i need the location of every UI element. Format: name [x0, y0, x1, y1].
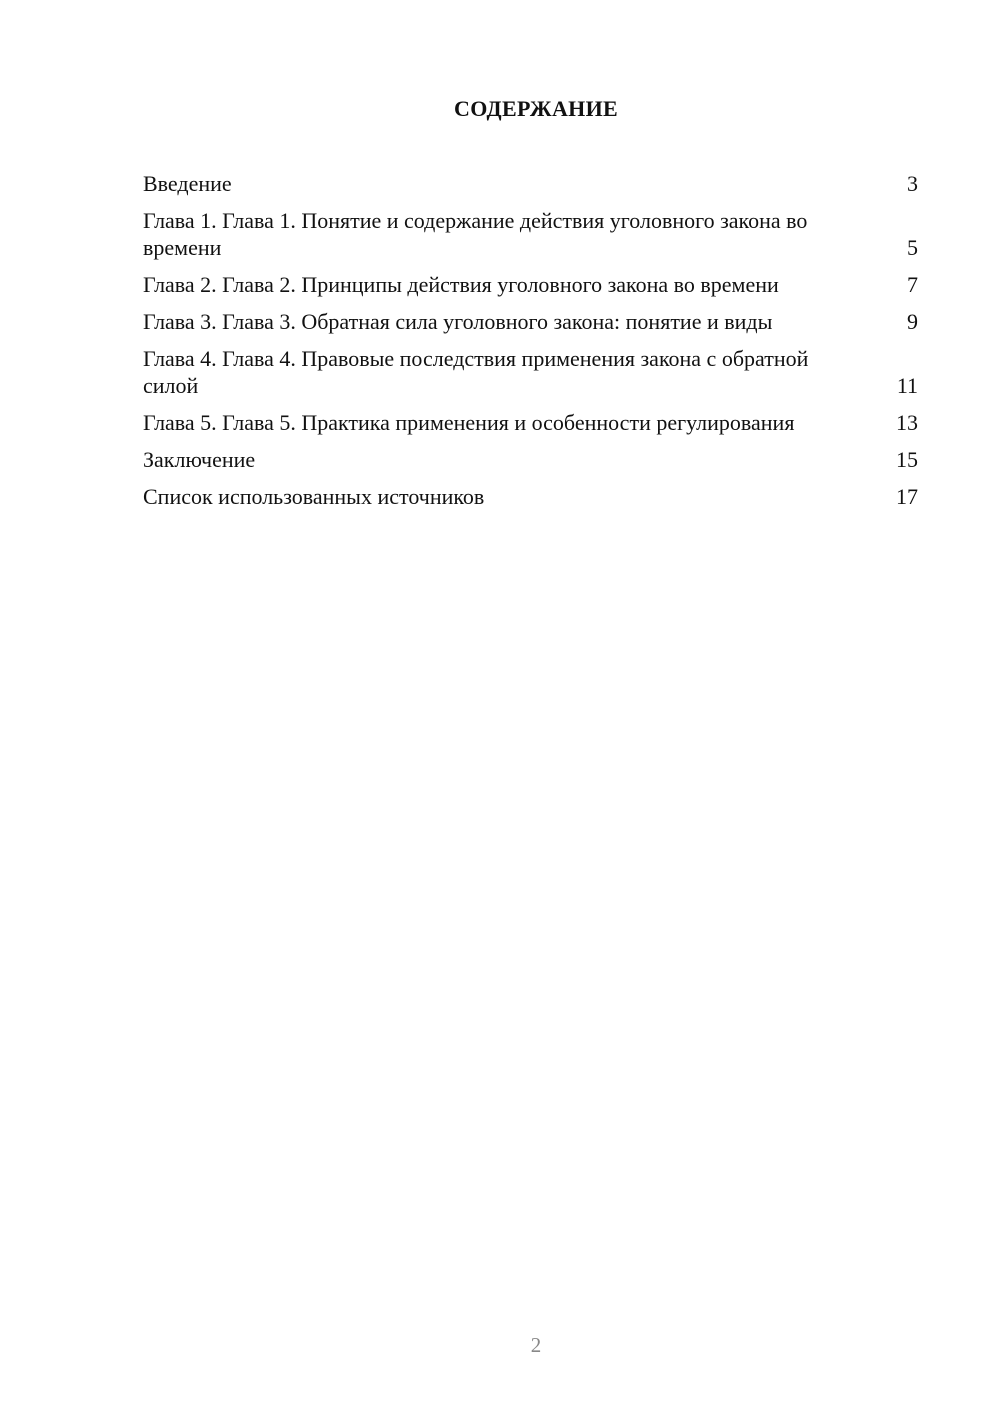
toc-entry-title: Глава 4. Глава 4. Правовые последствия применения закона с обратной силой — [143, 346, 809, 398]
toc-entry-page: 13 — [896, 410, 918, 435]
toc-entry-page: 11 — [896, 373, 918, 398]
toc-heading: СОДЕРЖАНИЕ — [454, 96, 618, 121]
toc-entry-page: 15 — [896, 447, 918, 472]
page-number: 2 — [530, 1333, 542, 1357]
toc-entry-chapter-2[interactable] — [143, 271, 918, 298]
toc-entry-title: Заключение — [143, 447, 256, 472]
toc-entry-page: 5 — [907, 235, 918, 260]
table-of-contents — [143, 170, 918, 520]
toc-entry-title: Введение — [143, 171, 232, 196]
toc-entry-references[interactable] — [143, 483, 918, 510]
toc-entry-conclusion[interactable] — [143, 446, 918, 473]
toc-entry-page: 9 — [907, 309, 918, 334]
toc-entry-page: 7 — [907, 272, 918, 297]
toc-entry-title: Глава 5. Глава 5. Практика применения и особенности регулирования — [143, 410, 795, 435]
toc-entry-title: Глава 2. Глава 2. Принципы действия уголовного закона во времени — [143, 272, 779, 297]
toc-entry-page: 17 — [896, 484, 918, 509]
toc-entry-introduction[interactable] — [143, 170, 918, 197]
toc-entry-page: 3 — [907, 171, 918, 196]
toc-entry-title: Глава 1. Глава 1. Понятие и содержание действия уголовного закона во времени — [143, 208, 808, 260]
toc-entry-chapter-5[interactable] — [143, 409, 918, 436]
toc-entry-chapter-3[interactable] — [143, 308, 918, 335]
toc-entry-chapter-4[interactable] — [143, 345, 918, 399]
toc-entry-title: Список использованных источников — [143, 484, 485, 509]
toc-entry-chapter-1[interactable] — [143, 207, 918, 261]
toc-entry-title: Глава 3. Глава 3. Обратная сила уголовного закона: понятие и виды — [143, 309, 773, 334]
